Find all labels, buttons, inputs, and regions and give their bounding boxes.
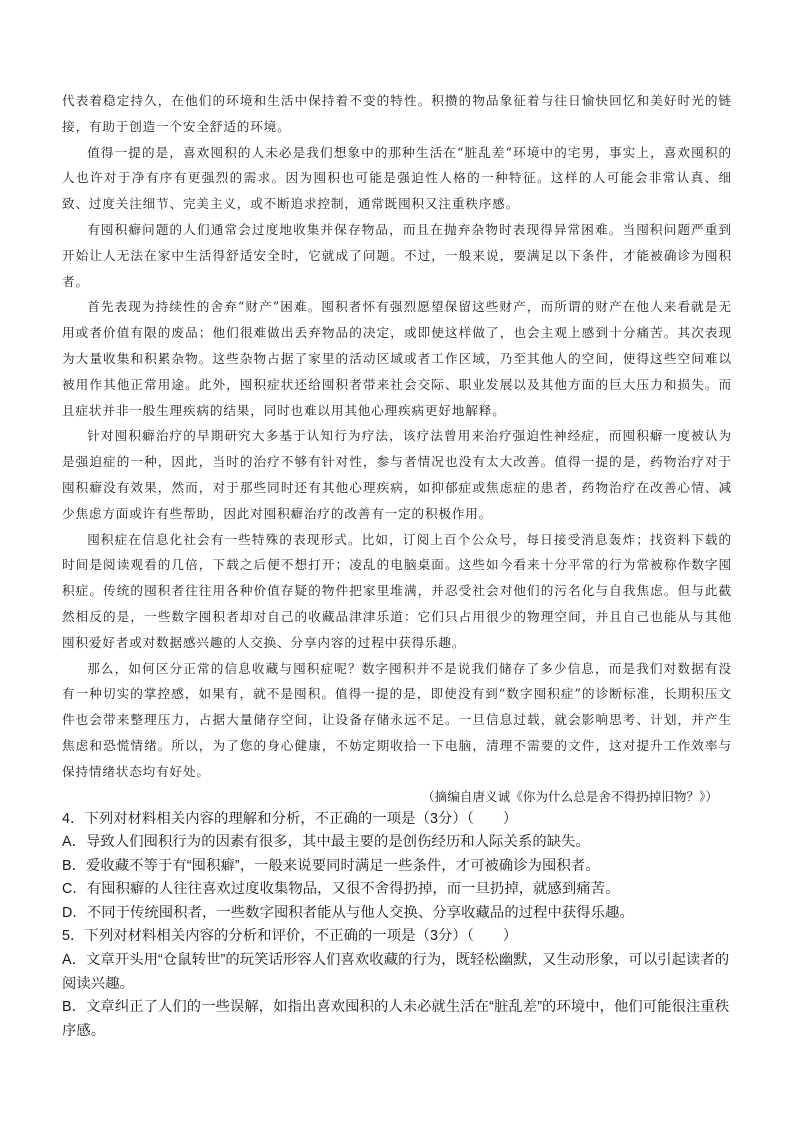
- question-4: [62, 808, 732, 926]
- option-a[interactable]: A．导致人们囤积行为的因素有很多，其中最主要的是创伤经历和人际关系的缺失。: [62, 834, 590, 851]
- passage-paragraph-1: 代表着稳定持久，在他们的环境和生活中保持着不变的特性。积攒的物品象征着与往日愉快回忆和美好时光的链接，有助于创造一个安全舒适的环境。: [62, 93, 732, 134]
- passage-paragraph-7: 那么，如何区分正常的信息收藏与囤积症呢？数字囤积并不是说我们储存了多少信息，而是我们对数据有没有一种切实的掌控感，如果有，就不是囤积。值得一提的是，即使没有到“数字囤积症”的诊断标准，长期积压文件也会带来整理压力，占据大量储存空间，让设备存储永远不足。一旦信息过载，就会影响思考、计划，并产生焦虑和恐慌情绪。所以，为了您的身心健康，不妨定期收拾一下电脑，清理不需要的文件，这对提升工作效率与保持情绪状态均有好处。: [62, 660, 732, 779]
- option-d[interactable]: D．不同于传统囤积者，一些数字囤积者能从与他人交换、分享收藏品的过程中获得乐趣。: [62, 904, 634, 921]
- passage-paragraph-4: 首先表现为持续性的舍弃“财产”困难。囤积者怀有强烈愿望保留这些财产，而所谓的财产在他人来看就是无用或者价值有限的废品；他们很难做出丢弃物品的决定，或即使这样做了，也会主观上感到十分痛苦。其次表现为大量收集和积累杂物。这些杂物占据了家里的活动区域或者工作区域，乃至其他人的空间，使得这些空间难以被用作其他正常用途。此外，囤积症状还给囤积者带来社会交际、职业发展以及其他方面的巨大压力和损失。而且症状并非一般生理疾病的结果，同时也难以用其他心理疾病更好地解释。: [62, 299, 732, 418]
- question-stem: 4．下列对材料相关内容的理解和分析，不正确的一项是（3分）（ ）: [62, 810, 518, 827]
- passage-paragraph-3: 有囤积癖问题的人们通常会过度地收集并保存物品，而且在抛弃杂物时表现得异常困难。当囤积问题严重到开始让人无法在家中生活得舒适安全时，它就成了问题。不过，一般来说，要满足以下条件，才能被确诊为囤积者。: [62, 221, 732, 289]
- passage-paragraph-6: 囤积症在信息化社会有一些特殊的表现形式。比如，订阅上百个公众号，每日接受消息轰炸；找资料下载的时间是阅读观看的几倍，下载之后便不想打开；凌乱的电脑桌面。这些如今看来十分平常的行为常被称作数字囤积症。传统的囤积者往往用各种价值存疑的物件把家里堆满，并忍受社会对他们的污名化与自我焦虑。但与此截然相反的是，一些数字囤积者却对自己的收藏品津津乐道：它们只占用很少的物理空间，并且自己也能从与其他囤积爱好者或对数据感兴趣的人交换、分享内容的过程中获得乐趣。: [62, 531, 732, 650]
- passage-source: （摘编自唐义诚《你为什么总是舍不得扔掉旧物？》）: [422, 788, 718, 804]
- reading-passage: [62, 88, 732, 785]
- passage-paragraph-5: 针对囤积癖治疗的早期研究大多基于认知行为疗法，该疗法曾用来治疗强迫性神经症，而囤积癖一度被认为是强迫症的一种，因此，当时的治疗不够有针对性，参与者情况也没有太大改善。值得一提的是，药物治疗对于囤积癖没有效果，然而，对于那些同时还有其他心理疾病，如抑郁症或焦虑症的患者，药物治疗在改善心情、减少焦虑方面或许有些帮助，因此对囤积癖治疗的改善有一定的积极作用。: [62, 428, 732, 521]
- question-5: [62, 925, 732, 1043]
- option-b[interactable]: B．爱收藏不等于有“囤积癖”，一般来说要同时满足一些条件，才可被确诊为囤积者。: [62, 857, 600, 874]
- passage-paragraph-2: 值得一提的是，喜欢囤积的人未必是我们想象中的那种生活在“脏乱差”环境中的宅男，事实上，喜欢囤积的人也许对于净有序有更强烈的需求。因为囤积也可能是强迫性人格的一种特征。这样的人可能会非常认真、细致、过度关注细节、完美主义，或不断追求控制，通常既囤积又注重秩序感。: [62, 144, 732, 212]
- option-b[interactable]: B．文章纠正了人们的一些误解，如指出喜欢囤积的人未必就生活在“脏乱差”的环境中，他们可能很注重秩序感。: [62, 999, 730, 1039]
- option-a[interactable]: A．文章开头用“仓鼠转世”的玩笑话形容人们喜欢收藏的行为，既轻松幽默，又生动形象，可以引起读者的阅读兴趣。: [62, 952, 730, 992]
- option-c[interactable]: C．有囤积癖的人往往喜欢过度收集物品，又很不舍得扔掉，而一旦扔掉，就感到痛苦。: [62, 881, 620, 898]
- exam-page: [62, 88, 732, 1043]
- question-stem: 5．下列对材料相关内容的分析和评价，不正确的一项是（3分）（ ）: [62, 928, 518, 945]
